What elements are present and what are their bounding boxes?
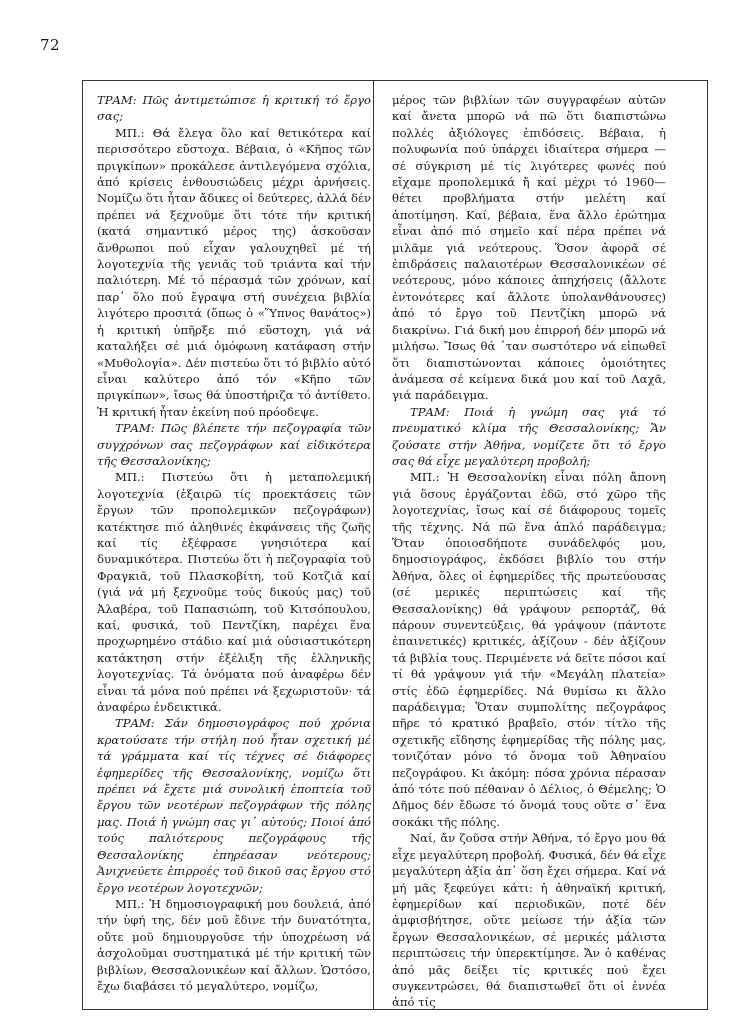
answer-paragraph: ΜΠ.: Ἡ δημοσιογραφική μου δουλειά, ἀπό τήν ὑφή της, δέν μοῦ ἔδινε τήν δυνατότητα, οὔτε μοῦ δημιουργοῦσε τήν ὑποχρέωση νά ἀσχολοῦμαι συστηματικά μέ τήν κριτική τῶν βιβλίων, Θεσσαλονικέων καί ἄλλων. Ὡστόσο, ἔχω διαβάσει τό μεγαλύτερο, νομίζω, [97,896,371,993]
question-paragraph: ΤΡΑΜ: Σάν δημοσιογράφος πού χρόνια κρατούσατε τήν στήλη πού ἦταν σχετική μέ τά γράμματα καί τίς τέχνες σέ διάφορες ἐφημερίδες τῆς Θεσσαλονίκης, νομίζω ὅτι πρέπει νά ἔχετε μιά συνολική ἐποπτεία τοῦ ἔργου τῶν νεοτέρων πεζογράφων τῆς πόλης μας. Ποιά ἡ γνώμη σας γι᾽ αὐτούς; Ποιοί ἀπό τούς παλιότερους πεζογράφους τῆς Θεσσαλονίκης ἐπηρέασαν νεότερους; Ἀνιχνεύετε ἐπιρροές τοῦ δικοῦ σας ἔργου στό ἔργο νεοτέρων λογοτεχνῶν; [97,716,371,895]
answer-paragraph: ΜΠ.: Ἡ Θεσσαλονίκη εἶναι πόλη ἄπονη γιά ὅσους ἐργάζονται ἐδῶ, στό χῶρο τῆς λογοτεχνίας, ἴσως καί σέ διάφορους τομεῖς τῆς τέχνης. Νά πῶ ἕνα ἁπλό παράδειγμα; Ὅταν ὁποιοσδήποτε συνάδελφός μου, δημοσιογράφος, ἐκδόσει βιβλίο του στήν Ἀθήνα, ὅλες οἱ ἐφημερίδες τῆς πρωτεύουσας (σέ μερικές περιπτώσεις καί τῆς Θεσσαλονίκης) θά γράψουν ρεπορτάζ, θά πάρουν συνεντεύξεις, θά γράψουν (πάντοτε ἐπαινετικές) κριτικές, ἀξίζουν - δέν ἀξίζουν τά βιβλία τους. Περιμένετε νά δεῖτε πόσοι καί τί θά γράψουν γιά τήν «Μεγάλη πλατεία» στίς ἐδῶ ἐφημερίδες. Νά θυμίσω κι ἄλλο παράδειγμα; Ὅταν συμπολίτης πεζογράφος πῆρε τό κρατικό βραβεῖο, στόν τίτλο τῆς σχετικῆς εἴδησης ἐφημερίδας τῆς πόλης μας, τονιζόταν μόνο τό ὄνομα τοῦ Ἀθηναίου πεζογράφου. Κι ἀκόμη: πόσα χρόνια πέρασαν ἀπό τότε πού πέθαναν ὁ Δέλιος, ὁ Θέμελης; Ὁ Δῆμος δέν ἔδωσε τό ὄνομά τους οὔτε σ᾽ ἕνα σοκάκι τῆς πόλης. [392,470,666,829]
page-number: 72 [40,36,61,54]
left-column [97,92,371,994]
answer-paragraph: ΜΠ.: Πιστεύω ὅτι ἡ μεταπολεμική λογοτεχνία (ἐξαιρῶ τίς προεκτάσεις τῶν ἔργων τῶν προπολεμικῶν πεζογράφων) κατέκτησε πιό ἀληθινές ἐκφάνσεις τῆς ζωῆς καί τίς ἐξέφρασε γνησιότερα καί δυναμικότερα. Πιστεύω ὅτι ἡ πεζογραφία τοῦ Φραγκιᾶ, τοῦ Πλασκοβίτη, τοῦ Κοτζιᾶ καί (γιά νά μή ξεχνοῦμε τούς δικούς μας) τοῦ Ἀλαβέρα, τοῦ Παπασιώπη, τοῦ Κιτσόπουλου, καί, φυσικά, τοῦ Πεντζίκη, παρέχει ἕνα προχωρημένο στάδιο καί μιά οὐσιαστικότερη κατάκτηση στήν ἐξέλιξη τῆς ἑλληνικῆς λογοτεχνίας. Τά ὀνόματα πού ἀναφέρω δέν εἶναι τά μόνα πού πρέπει νά ξεχωριστοῦν· τά ἀναφέρω ἐνδεικτικά. [97,470,371,715]
answer-paragraph: Ναί, ἄν ζοῦσα στήν Ἀθήνα, τό ἔργο μου θά εἶχε μεγαλύτερη προβολή. Φυσικά, δέν θά εἶχε μεγαλύτερη ἀξία ἀπ᾽ ὅση ἔχει σήμερα. Καί νά μή μᾶς ξεφεύγει κάτι: ἡ ἀθηναϊκή κριτική, ἐφημερίδων καί περιοδικῶν, ποτέ δέν ἀμφισβήτησε, οὔτε μείωσε τήν ἀξία τῶν ἔργων Θεσσαλονικέων, σέ μερικές μάλιστα περιπτώσεις τήν ὑπερεκτίμησε. Ἄν ὁ καθένας ἀπό μᾶς δείξει τίς κριτικές πού ἔχει συγκεντρώσει, θά διαπιστωθεῖ ὅτι οἱ ἐννέα ἀπό τίς [392,831,666,1010]
column-divider [373,80,374,1010]
question-paragraph: ΤΡΑΜ: Πῶς βλέπετε τήν πεζογραφία τῶν συγχρόνων σας πεζογράφων καί εἰδικότερα τῆς Θεσσαλονίκης; [97,421,371,468]
question-paragraph: ΤΡΑΜ: Πῶς ἀντιμετώπισε ἡ κριτική τό ἔργο σας; [97,93,371,124]
question-paragraph: ΤΡΑΜ: Ποιά ἡ γνώμη σας γιά τό πνευματικό κλίμα τῆς Θεσσαλονίκης; Ἄν ζούσατε στήν Ἀθήνα, νομίζετε ὅτι τό ἔργο σας θά εἶχε μεγαλύτερη προβολή; [392,404,666,468]
continuation-paragraph: μέρος τῶν βιβλίων τῶν συγγραφέων αὐτῶν καί ἄνετα μπορῶ νά πῶ ὅτι διαπιστώνω πολλές ἀξιόλογες ἐπιδόσεις. Βέβαια, ἡ πολυφωνία πού ὑπάρχει ἰδιαίτερα σήμερα —σέ σύγκριση μέ τίς λιγότερες φωνές πού εἴχαμε προπολεμικά ἤ καί μέχρι τό 1960— θέτει προβλήματα στήν μελέτη καί ἀποτίμηση. Καί, βέβαια, ἕνα ἄλλο ἐρώτημα εἶναι ἀπό πιό σημεῖο καί πέρα πρέπει νά μιλᾶμε γιά νεότερους. Ὅσον ἀφορᾶ σέ ἐπιδράσεις παλαιοτέρων Θεσσαλονικέων σέ νεότερους, μόνο κάποιες ἀπηχήσεις (ἄλλοτε ἐντονότερες καί ἄλλοτε ὑπολανθάνουσες) ἀπό τό ἔργο τοῦ Πεντζίκη μπορῶ νά διακρίνω. Γιά δική μου ἐπιρροή δέν μπορῶ νά μιλήσω. Ἴσως θά ᾽ταν σωστότερο νά εἰπωθεῖ ὅτι διαπιστώνονται κάποιες ὁμοιότητες ἀνάμεσα σέ κείμενα δικά μου καί τοῦ Λαχᾶ, γιά παράδειγμα. [392,93,666,403]
answer-paragraph: ΜΠ.: Θά ἔλεγα ὅλο καί θετικότερα καί περισσότερο εὔστοχα. Βέβαια, ὁ «Κῆπος τῶν πριγκίπων» προκάλεσε ἀντιλεγόμενα σχόλια, ἀπό κρίσεις ἐνθουσιώδεις μέχρι ἀρνήσεις. Νομίζω ὅτι ἦταν ἄδικες οἱ δεύτερες, ἀλλά δέν πρέπει νά ξεχνοῦμε ὅτι τότε τήν κριτική (κατά σημαντικό μέρος της) ἀσκοῦσαν ἄνθρωποι πού εἶχαν γαλουχηθεῖ μέ τή λογοτεχνία τῆς γενιᾶς τοῦ τριάντα καί τήν παλιότερη. Μέ τό πέρασμά τῶν χρόνων, καί παρ᾽ ὅλο πού ἔγραψα στή συνέχεια βιβλία λιγότερο προσιτά (ὅπως ὁ «Ὕπνος θανάτος») ἡ κριτική ὑπῆρξε πιό εὔστοχη, γιά νά καταλήξει σέ μιά ὁμόφωνη κατάφαση στήν «Μυθολογία». Δέν πιστεύω ὅτι τό βιβλίο αὐτό εἶναι καλύτερο ἀπό τόν «Κῆπο τῶν πριγκίπων», ἴσως θά ὑποστήριζα τό ἀντίθετο. Ἡ κριτική ἦταν ἐκείνη πού πρόοδεψε. [97,125,371,419]
right-column [392,92,666,1011]
